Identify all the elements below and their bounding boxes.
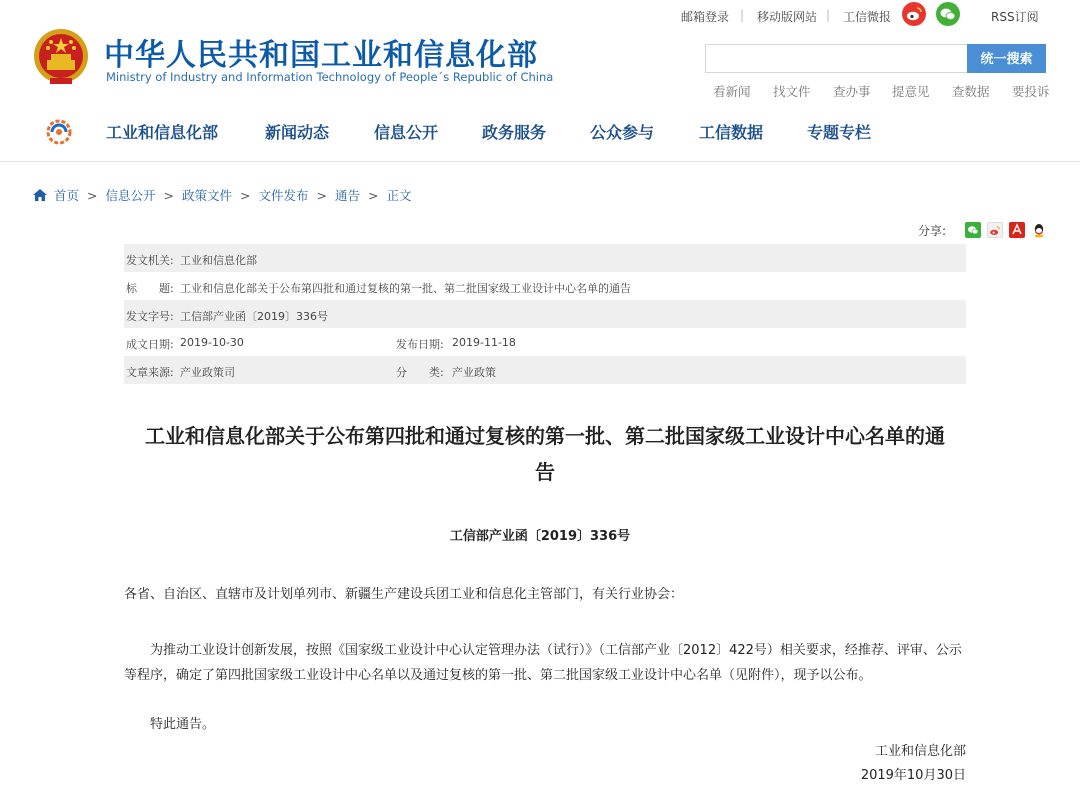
- meta-value-title: 工业和信息化部关于公布第四批和通过复核的第一批、第二批国家级工业设计中心名单的通告: [180, 282, 631, 295]
- nav-item-data[interactable]: 工信数据: [699, 123, 764, 142]
- quick-link-files[interactable]: 找文件: [773, 84, 811, 99]
- meta-value-created: 2019-10-30: [180, 336, 244, 349]
- breadcrumb-separator: >: [87, 187, 98, 203]
- meta-value-category: 产业政策: [452, 366, 496, 379]
- meta-label: 分 类:: [396, 366, 444, 379]
- quick-link-feedback[interactable]: 提意见: [892, 84, 930, 99]
- meta-label: 成文日期:: [126, 338, 174, 351]
- nav-item-news[interactable]: 新闻动态: [265, 123, 330, 142]
- breadcrumb-separator: >: [163, 187, 174, 203]
- breadcrumb-home[interactable]: 首页: [54, 188, 80, 203]
- nav-item-public-participation[interactable]: 公众参与: [590, 123, 655, 142]
- breadcrumb-policy-files[interactable]: 政策文件: [182, 188, 233, 203]
- meta-value-source: 产业政策司: [180, 366, 235, 379]
- wechat-icon[interactable]: [965, 222, 981, 238]
- breadcrumb-current: 正文: [386, 188, 412, 203]
- rss-link[interactable]: RSS订阅: [991, 10, 1039, 24]
- site-title[interactable]: 中华人民共和国工业和信息化部: [104, 38, 538, 73]
- meta-label: 发文机关:: [126, 254, 174, 267]
- quick-link-services[interactable]: 查办事: [833, 84, 871, 99]
- meta-value-issuer: 工业和信息化部: [180, 254, 257, 267]
- article-date: 2019年10月30日: [860, 768, 966, 783]
- document-meta-table: [124, 244, 966, 384]
- share-icons: [965, 222, 1047, 238]
- site-subtitle: Ministry of Industry and Information Technology of People´s Republic of China: [106, 70, 554, 84]
- quick-link-complaint[interactable]: 要投诉: [1012, 84, 1050, 99]
- home-icon[interactable]: [32, 188, 48, 202]
- weibao-link[interactable]: 工信微报: [843, 10, 892, 24]
- quick-link-data[interactable]: 查数据: [952, 84, 990, 99]
- article-salutation: 各省、自治区、直辖市及计划单列市、新疆生产建设兵团工业和信息化主管部门，有关行业协会：: [124, 587, 684, 602]
- meta-label: 文章来源:: [126, 366, 174, 379]
- mobile-site-link[interactable]: 移动版网站: [757, 10, 818, 24]
- separator: |: [826, 8, 831, 22]
- ministry-logo-icon[interactable]: [44, 117, 74, 147]
- search-button[interactable]: 统一搜索: [967, 44, 1046, 73]
- nav-item-topics[interactable]: 专题专栏: [807, 123, 872, 142]
- article-closing: 特此通告。: [150, 717, 216, 732]
- meta-row-docno: [124, 300, 966, 328]
- article-paragraph: 为推动工业设计创新发展，按照《国家级工业设计中心认定管理办法（试行）》（工信部产业〔2012〕422号）相关要求，经推荐、评审、公示等程序，确定了第四批国家级工业设计中心名单以及通过复核的第一批、第二批国家级工业设计中心名单（见附件），现予以公布。: [124, 643, 962, 683]
- nav-item-ministry[interactable]: 工业和信息化部: [106, 123, 219, 142]
- weibo-icon[interactable]: [902, 2, 926, 26]
- breadcrumb-separator: >: [368, 187, 379, 203]
- meta-row-source: [124, 356, 966, 384]
- breadcrumb-info-disclosure[interactable]: 信息公开: [105, 188, 156, 203]
- breadcrumb: [32, 186, 412, 204]
- nav-item-info-disclosure[interactable]: 信息公开: [374, 123, 439, 142]
- meta-row-dates: [124, 328, 966, 356]
- article-title: 工业和信息化部关于公布第四批和通过复核的第一批、第二批国家级工业设计中心名单的通告: [145, 424, 945, 484]
- meta-label: 发文字号:: [126, 310, 174, 323]
- meta-value-published: 2019-11-18: [452, 336, 516, 349]
- mail-login-link[interactable]: 邮箱登录: [681, 10, 730, 24]
- share-label: 分享:: [918, 224, 947, 238]
- national-emblem-icon: [32, 26, 90, 88]
- pdf-icon[interactable]: [1009, 222, 1025, 238]
- breadcrumb-notice[interactable]: 通告: [335, 188, 361, 203]
- breadcrumb-separator: >: [240, 187, 251, 203]
- search-input[interactable]: [706, 45, 967, 72]
- qq-icon[interactable]: [1031, 222, 1047, 238]
- breadcrumb-separator: >: [316, 187, 327, 203]
- meta-label: 发布日期:: [396, 338, 444, 351]
- nav-item-gov-services[interactable]: 政务服务: [482, 123, 547, 142]
- meta-row-title: [124, 272, 966, 300]
- article-doc-number: 工信部产业函〔2019〕336号: [449, 529, 631, 544]
- site-header: [0, 0, 1080, 162]
- breadcrumb-file-release[interactable]: 文件发布: [258, 188, 309, 203]
- article-signer: 工业和信息化部: [874, 744, 966, 759]
- meta-row-issuer: [124, 244, 966, 272]
- meta-value-docno: 工信部产业函〔2019〕336号: [180, 310, 328, 323]
- quick-link-news[interactable]: 看新闻: [713, 84, 751, 99]
- wechat-icon[interactable]: [936, 2, 960, 26]
- search-box: [705, 44, 967, 73]
- weibo-icon[interactable]: [987, 222, 1003, 238]
- separator: |: [740, 8, 745, 22]
- meta-label: 标 题:: [126, 282, 174, 295]
